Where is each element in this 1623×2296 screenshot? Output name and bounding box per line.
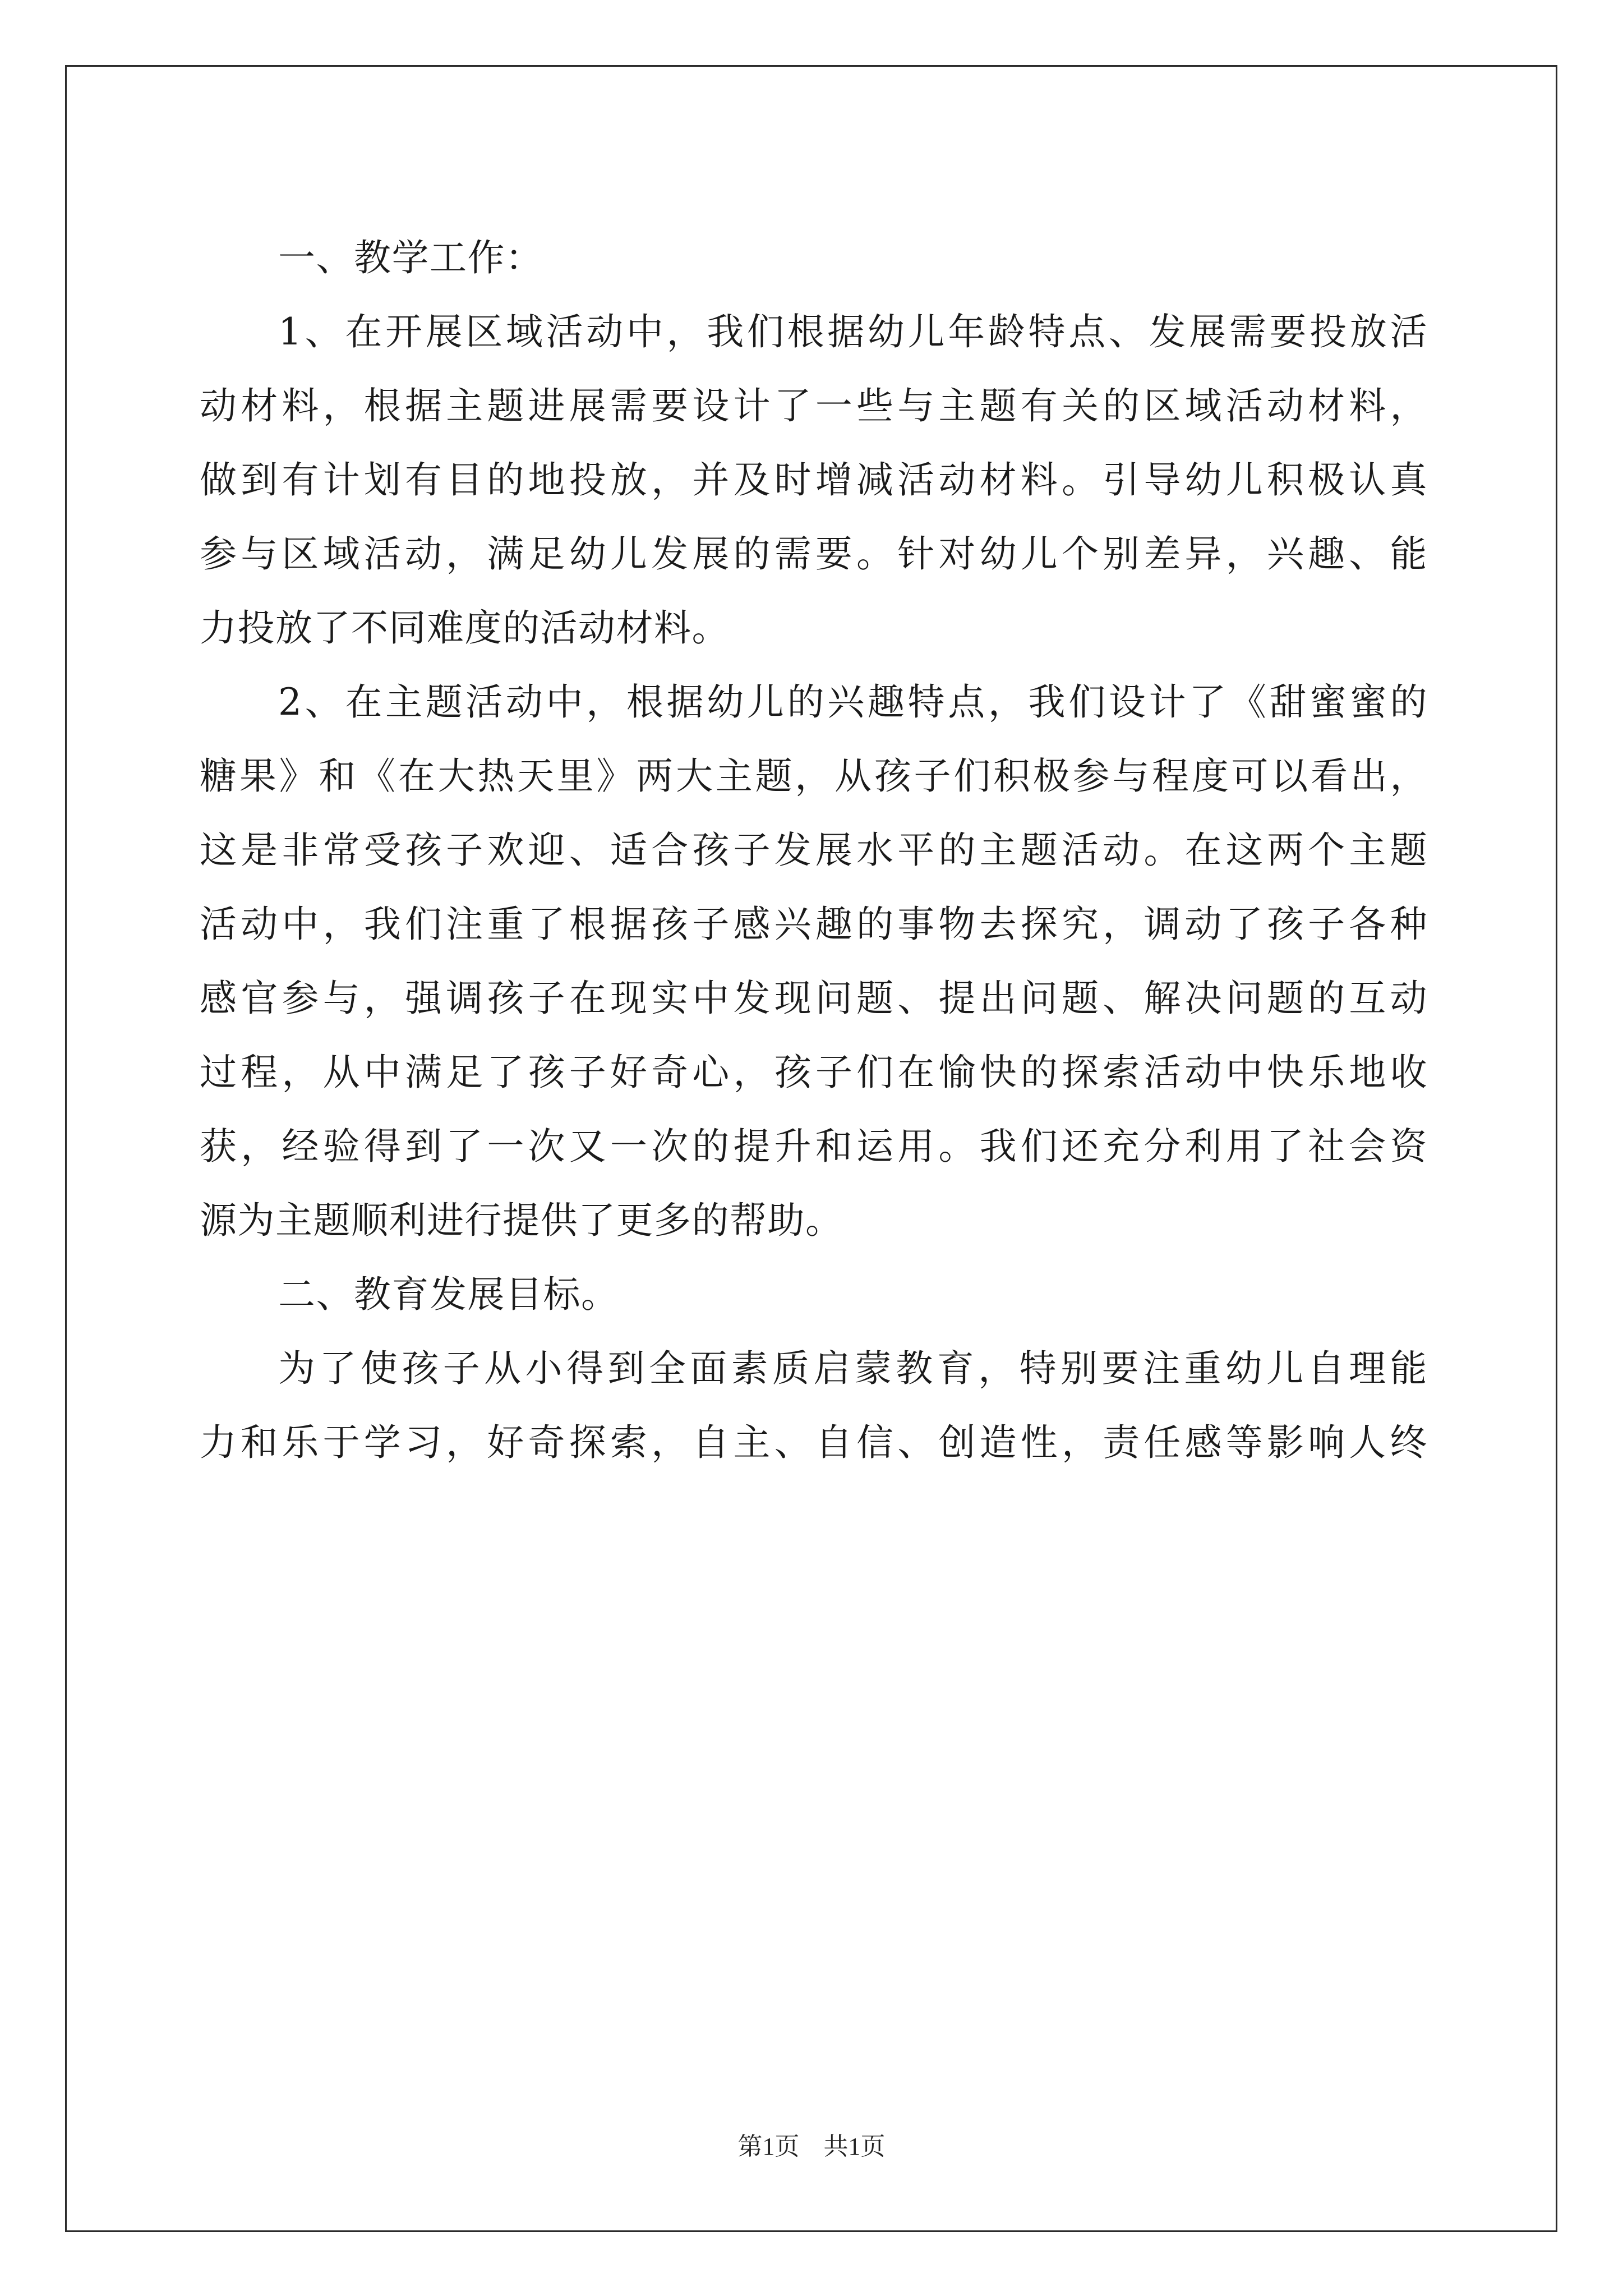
paragraph-line: 活动中，我们注重了根据孩子感兴趣的事物去探究，调动了孩子各种: [200, 903, 1428, 946]
page-number-current: 第1页: [737, 2133, 800, 2160]
paragraph-line: 源为主题顺利进行提供了更多的帮助。: [200, 1199, 843, 1242]
paragraph-line: 2、在主题活动中，根据幼儿的兴趣特点，我们设计了《甜蜜蜜的: [278, 680, 1428, 724]
paragraph-line: 做到有计划有目的地投放，并及时增减活动材料。引导幼儿积极认真: [200, 458, 1428, 501]
paragraph-line: 糖果》和《在大热天里》两大主题，从孩子们积极参与程度可以看出，: [200, 754, 1428, 798]
paragraph-line: 力和乐于学习，好奇探索，自主、自信、创造性，责任感等影响人终: [200, 1421, 1428, 1464]
paragraph-line: 参与区域活动，满足幼儿发展的需要。针对幼儿个别差异，兴趣、能: [200, 532, 1428, 576]
paragraph-line: 感官参与，强调孩子在现实中发现问题、提出问题、解决问题的互动: [200, 977, 1428, 1020]
section-heading-teaching: 一、教学工作：: [278, 236, 543, 279]
page-footer: [0, 2126, 1623, 2162]
paragraph-line: 获，经验得到了一次又一次的提升和运用。我们还充分利用了社会资: [200, 1125, 1428, 1168]
page-number-total: 共1页: [823, 2133, 886, 2160]
section-heading-goals: 二、教育发展目标。: [278, 1273, 619, 1316]
paragraph-line: 过程，从中满足了孩子好奇心，孩子们在愉快的探索活动中快乐地收: [200, 1051, 1428, 1094]
paragraph-line: 这是非常受孩子欢迎、适合孩子发展水平的主题活动。在这两个主题: [200, 829, 1428, 872]
paragraph-line: 动材料，根据主题进展需要设计了一些与主题有关的区域活动材料，: [200, 384, 1428, 427]
paragraph-line: 力投放了不同难度的活动材料。: [200, 606, 730, 650]
paragraph-line: 1、在开展区域活动中，我们根据幼儿年龄特点、发展需要投放活: [278, 310, 1428, 353]
paragraph-line: 为了使孩子从小得到全面素质启蒙教育，特别要注重幼儿自理能: [278, 1347, 1428, 1390]
document-body: [200, 221, 1428, 1480]
